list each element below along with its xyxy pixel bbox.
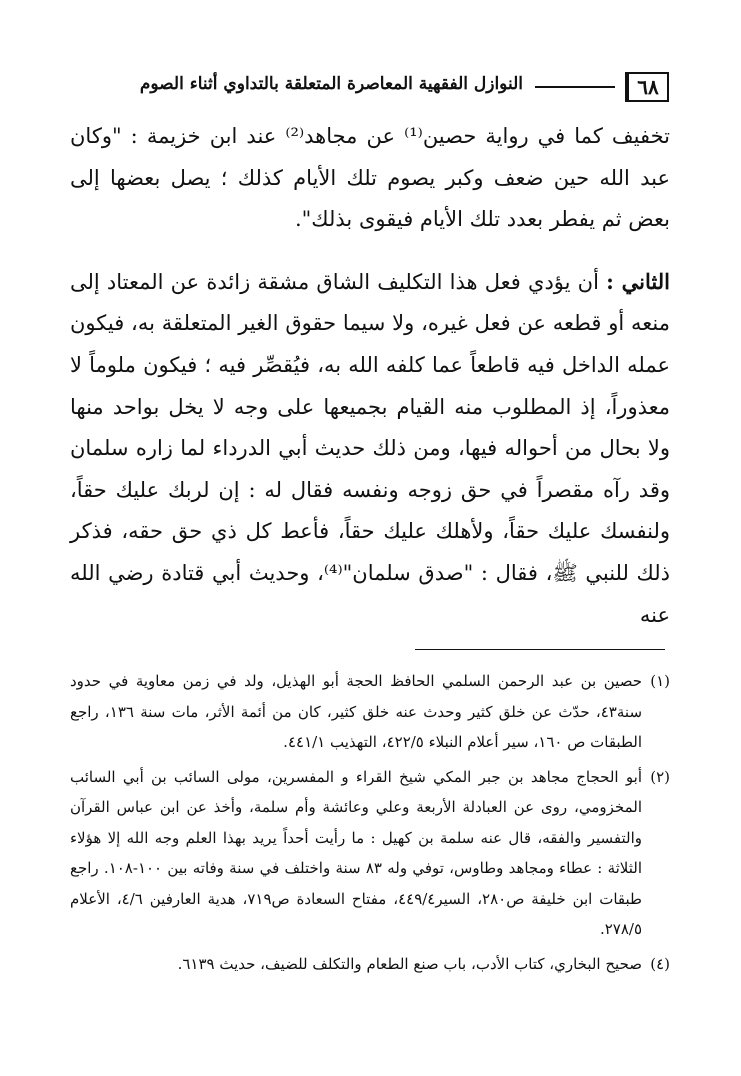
footnote-separator — [415, 649, 665, 650]
footnote-text: صحيح البخاري، كتاب الأدب، باب صنع الطعام والتكلف للضيف، حديث ٦١٣٩. — [177, 954, 642, 973]
footnote-text: أبو الحجاج مجاهد بن جبر المكي شيخ القراء و المفسرين، مولى السائب بن أبي السائب المخزومي، روى عن العبادلة الأربعة وعلي وعائشة وأم سلمة، وأخذ عن ابن عباس القرآن والتفسير والفقه، قال عنه سلمة بن كهيل : ما رأيت أحداً يريد بهذا العلم وجه الله إلا هؤلاء الثلاثة : عطاء ومجاهد وطاوس، توفي وله ٨٣ سنة واختلف في سنة وفاته بين ١٠٠-١٠٨. راجع طبقات ابن خليفة ص٢٨٠، السير٤٤٩/٤، مفتاح السعادة ص٧١٩، هدية العارفين ٤/٦، الأعلام ٢٧٨/٥. — [70, 767, 642, 938]
footnotes — [70, 666, 670, 983]
page-header — [84, 72, 669, 106]
paragraph-2-lead: الثاني : — [606, 268, 670, 294]
running-title: النوازل الفقهية المعاصرة المتعلقة بالتداوي أثناء الصوم — [139, 74, 523, 94]
main-text — [70, 116, 670, 636]
footnote-mark: (٤) — [650, 954, 670, 973]
footnote-text: حصين بن عبد الرحمن السلمي الحافظ الحجة أبو الهذيل، ولد في زمن معاوية في حدود سنة٤٣، حدّث عن خلق كثير وحدث عنه خلق كثير، كان من أئمة الأثر، مات سنة ١٣٦، راجع الطبقات ص ١٦٠، سير أعلام النبلاء ٤٢٢/٥، التهذيب ٤٤١/١. — [70, 672, 643, 751]
header-rule — [535, 86, 615, 88]
paragraph-1: تخفيف كما في رواية حصين⁽¹⁾ عن مجاهد⁽²⁾ عند ابن خزيمة : "وكان عبد الله حين ضعف وكبر يصوم تلك الأيام كذلك ؛ يصل بعضها إلى بعض ثم يفطر بعدد تلك الأيام فيقوى بذلك". — [70, 124, 670, 232]
footnote-1 — [70, 666, 670, 758]
footnote-4 — [70, 949, 670, 980]
footnote-mark: (٢) — [650, 767, 670, 786]
paragraph-2-text: أن يؤدي فعل هذا التكليف الشاق مشقة زائدة عن المعتاد إلى منعه أو قطعه عن فعل غيره، ولا سيما حقوق الغير المتعلقة به، فيكون عمله الداخل فيه قاطعاً عما كلفه الله به، فيُقصِّر فيه ؛ فيكون ملوماً لا معذوراً، إذ المطلوب منه القيام بجميعها على وجه لا يخل بواحد منها ولا بحال من أحواله فيها، ومن ذلك حديث أبي الدرداء لما زاره سلمان وقد رآه مقصراً في حق زوجه ونفسه فقال له : إن لربك عليك حقاً، ولنفسك عليك حقاً، ولأهلك عليك حقاً، فأعط كل ذي حق حقه، فذكر ذلك للنبي ﷺ، فقال : "صدق سلمان"⁽⁴⁾، وحديث أبي قتادة رضي الله عنه — [70, 269, 670, 627]
footnote-mark: (١) — [650, 672, 670, 690]
page-number: ٦٨ — [625, 72, 669, 102]
footnote-2 — [70, 762, 670, 945]
paragraph-2 — [70, 261, 670, 636]
